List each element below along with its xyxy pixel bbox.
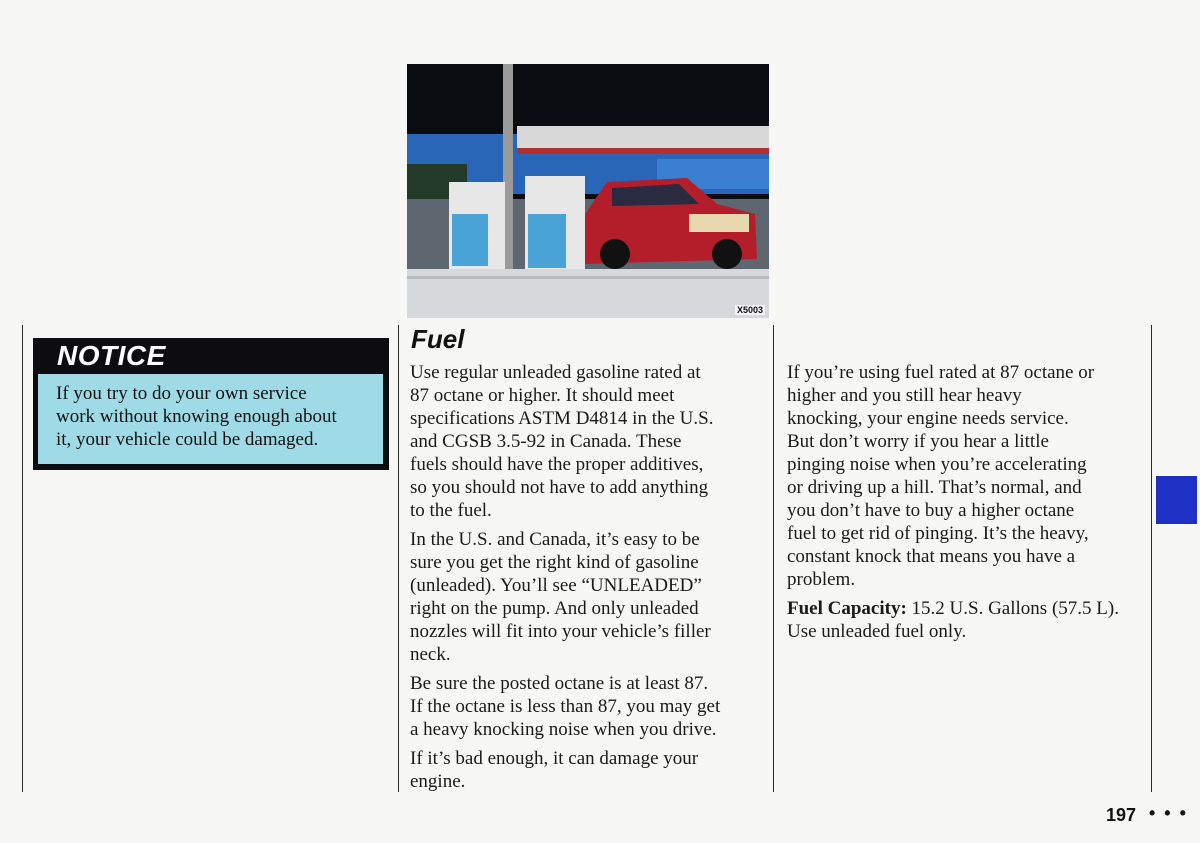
text-line: or driving up a hill. That’s normal, and <box>787 477 1082 498</box>
text-line: and CGSB 3.5-92 in Canada. These <box>410 431 682 452</box>
text-line: right on the pump. And only unleaded <box>410 598 699 619</box>
column-divider-left <box>22 325 23 792</box>
text-line: (unleaded). You’ll see “UNLEADED” <box>410 575 702 596</box>
text-line: knocking, your engine needs service. <box>787 408 1069 429</box>
section-tab-marker <box>1156 476 1197 524</box>
notice-box <box>33 338 389 470</box>
notice-line: If you try to do your own service <box>56 383 307 404</box>
paragraph <box>410 672 766 741</box>
notice-body <box>38 374 383 464</box>
page-dots: • • • <box>1149 803 1188 823</box>
column-divider-right <box>1151 325 1152 792</box>
text-line: to the fuel. <box>410 500 492 521</box>
notice-title: NOTICE <box>57 340 166 371</box>
right-text-column <box>787 361 1147 649</box>
paragraph <box>410 361 766 522</box>
text-line: a heavy knocking noise when you drive. <box>410 719 717 740</box>
text-line: But don’t worry if you hear a little <box>787 431 1049 452</box>
page-number: 197 <box>1106 805 1137 825</box>
fuel-capacity-label: Fuel Capacity: <box>787 598 907 619</box>
text-line: sure you get the right kind of gasoline <box>410 552 699 573</box>
text-line: specifications ASTM D4814 in the U.S. <box>410 408 714 429</box>
fuel-text-column <box>410 361 766 799</box>
text-line: fuels should have the proper additives, <box>410 454 704 475</box>
text-line: nozzles will fit into your vehicle’s filler <box>410 621 711 642</box>
paragraph <box>787 361 1147 591</box>
notice-line: work without knowing enough about <box>56 406 337 427</box>
text-line: Use regular unleaded gasoline rated at <box>410 362 701 383</box>
text-line: If you’re using fuel rated at 87 octane or <box>787 362 1095 383</box>
text-line <box>787 597 1147 620</box>
column-divider-2 <box>773 325 774 792</box>
paragraph <box>410 747 766 793</box>
text-line: problem. <box>787 569 856 590</box>
gas-station-photo <box>407 64 769 318</box>
text-line: If it’s bad enough, it can damage your <box>410 748 699 769</box>
text-line: constant knock that means you have a <box>787 546 1076 567</box>
text-line: so you should not have to add anything <box>410 477 709 498</box>
text-line: Use unleaded fuel only. <box>787 621 967 642</box>
fuel-capacity-value: 15.2 U.S. Gallons (57.5 L). <box>906 598 1119 619</box>
text-line: 87 octane or higher. It should meet <box>410 385 675 406</box>
gas-station-illustration <box>407 64 769 318</box>
fuel-capacity-paragraph <box>787 597 1147 643</box>
section-heading-fuel: Fuel <box>411 324 465 354</box>
text-line: you don’t have to buy a higher octane <box>787 500 1075 521</box>
text-line: If the octane is less than 87, you may get <box>410 696 721 717</box>
text-line: higher and you still hear heavy <box>787 385 1022 406</box>
notice-line: it, your vehicle could be damaged. <box>56 429 319 450</box>
text-line: pinging noise when you’re accelerating <box>787 454 1087 475</box>
photo-code-label: X5003 <box>736 305 763 315</box>
text-line: neck. <box>410 644 451 665</box>
text-line: In the U.S. and Canada, it’s easy to be <box>410 529 700 550</box>
text-line: engine. <box>410 771 466 792</box>
paragraph <box>410 528 766 666</box>
text-line: fuel to get rid of pinging. It’s the heavy, <box>787 523 1089 544</box>
column-divider-1 <box>398 325 399 792</box>
text-line: Be sure the posted octane is at least 87. <box>410 673 709 694</box>
